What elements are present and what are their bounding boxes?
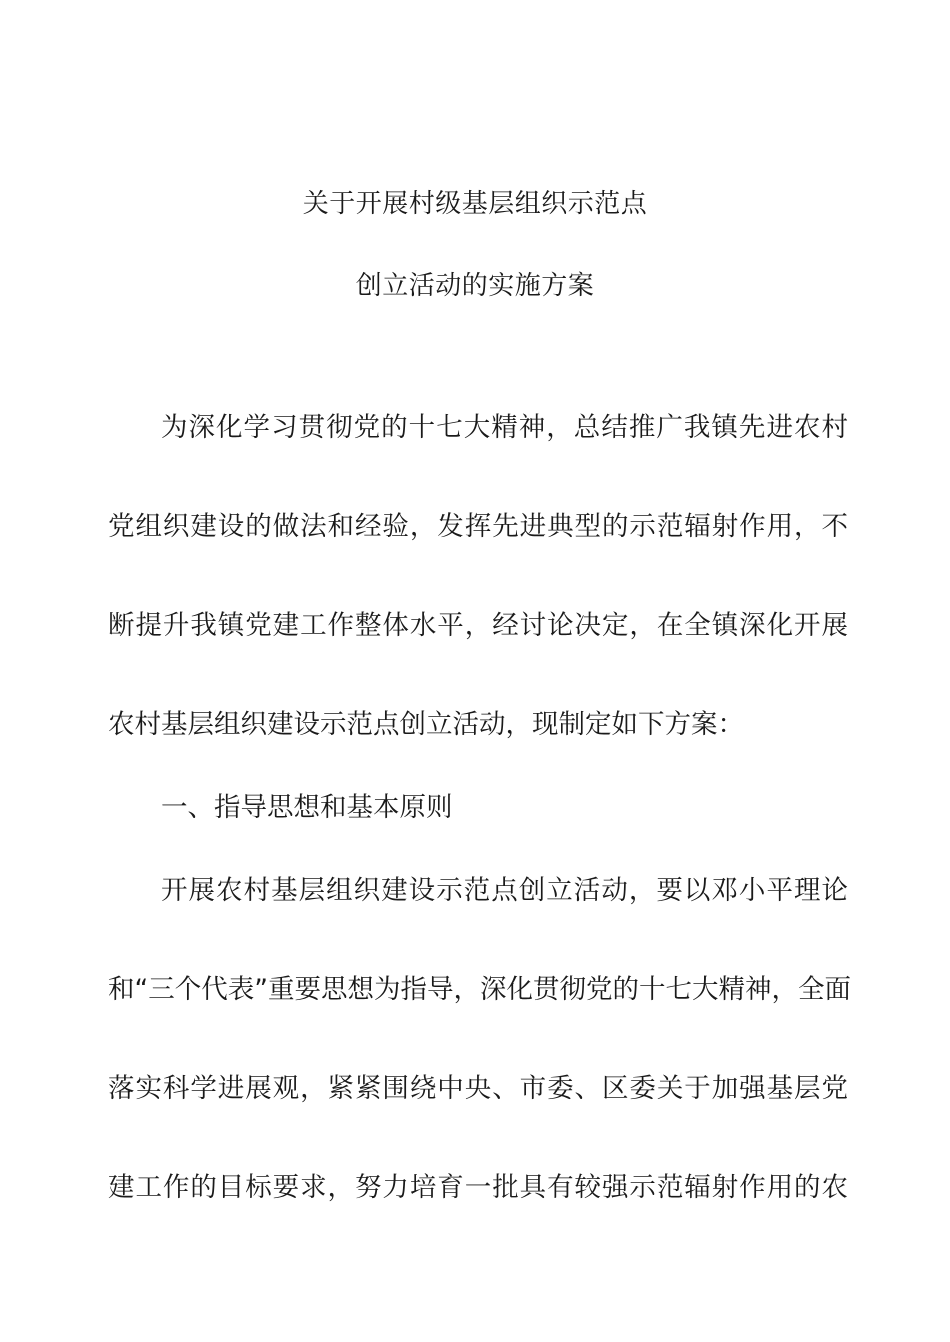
paragraph-1-line-2: 党组织建设的做法和经验，发挥先进典型的示范辐射作用，不 xyxy=(108,511,848,542)
document-title-line-2: 创立活动的实施方案 xyxy=(355,271,595,301)
paragraph-2-line-2: 和“三个代表”重要思想为指导，深化贯彻党的十七大精神，全面 xyxy=(108,974,851,1005)
paragraph-2-line-3: 落实科学进展观，紧紧围绕中央、市委、区委关于加强基层党 xyxy=(108,1073,848,1104)
paragraph-2-line-4: 建工作的目标要求，努力培育一批具有较强示范辐射作用的农 xyxy=(108,1172,848,1203)
section-1-heading: 一、指导思想和基本原则 xyxy=(161,792,453,823)
document-title-line-1: 关于开展村级基层组织示范点 xyxy=(302,189,648,219)
paragraph-1-line-3: 断提升我镇党建工作整体水平，经讨论决定，在全镇深化开展 xyxy=(108,610,848,641)
paragraph-2-line-1: 开展农村基层组织建设示范点创立活动，要以邓小平理论 xyxy=(161,875,848,906)
paragraph-1-line-4: 农村基层组织建设示范点创立活动，现制定如下方案： xyxy=(108,709,744,740)
paragraph-1-line-1: 为深化学习贯彻党的十七大精神，总结推广我镇先进农村 xyxy=(161,412,848,443)
